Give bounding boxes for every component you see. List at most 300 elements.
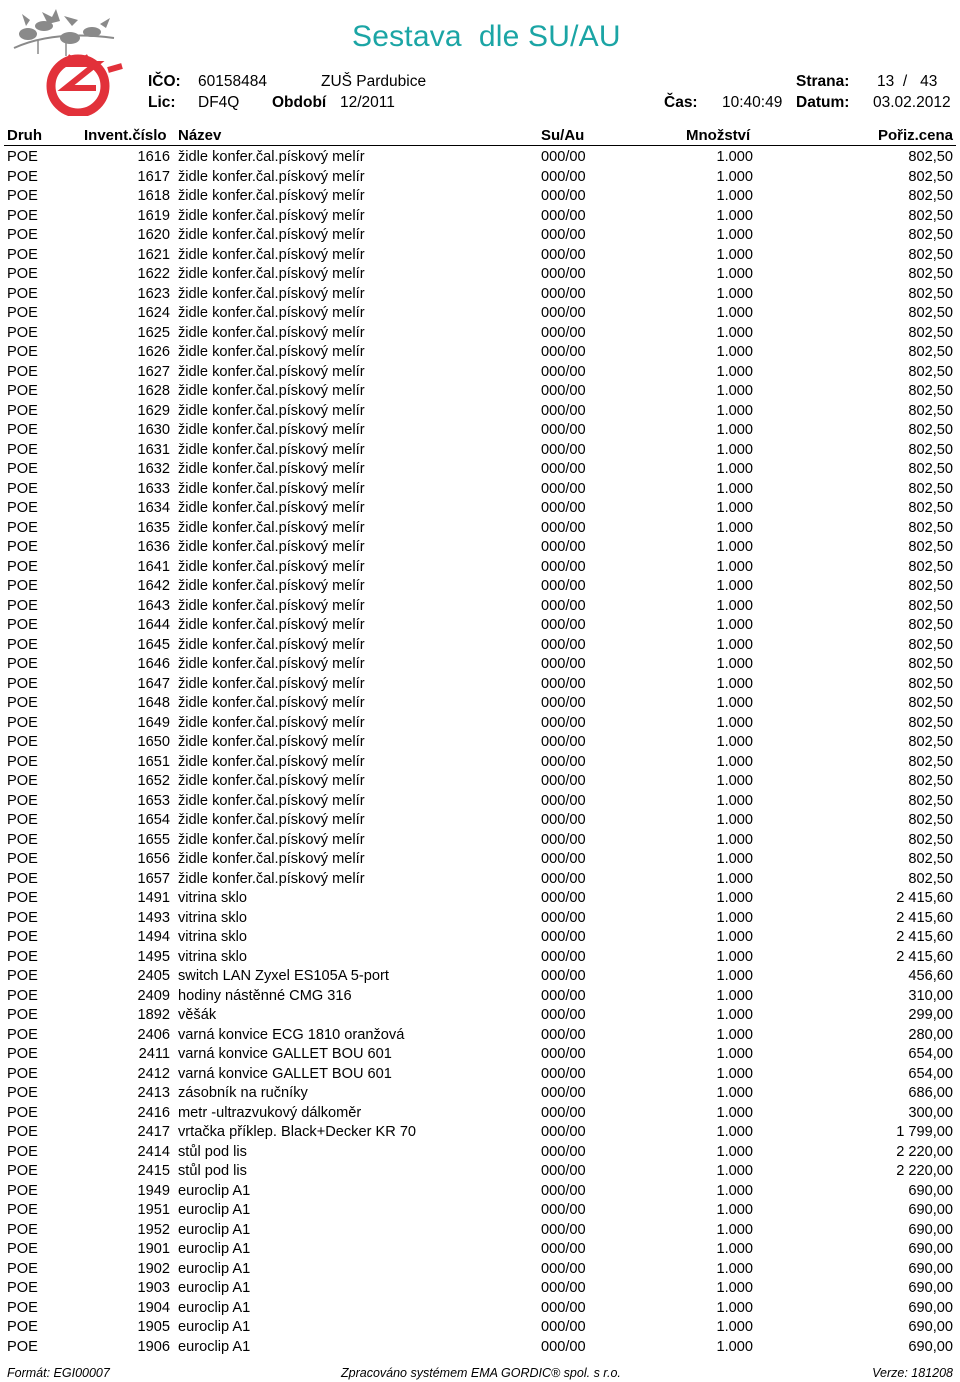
row-mnozstvi: 1.000 [716,831,753,848]
row-poriz-cena: 690,00 [908,1241,953,1257]
row-poriz-cena: 802,50 [908,227,953,243]
row-invent: 1627 [137,363,170,380]
table-row [0,889,960,909]
row-invent: 2414 [137,1143,170,1160]
row-su-au: 000/00 [541,539,586,555]
col-su-au: Su/Au [541,127,585,144]
row-mnozstvi: 1.000 [716,1124,753,1140]
row-poriz-cena: 2 415,60 [896,948,953,965]
row-su-au: 000/00 [541,890,586,906]
row-poriz-cena: 690,00 [908,1260,953,1277]
row-su-au: 000/00 [541,1046,586,1062]
row-su-au: 000/00 [541,149,586,165]
row-nazev: euroclip A1 [178,1319,251,1335]
row-su-au: 000/00 [541,695,586,711]
row-su-au: 000/00 [541,1065,586,1082]
row-nazev: euroclip A1 [178,1260,251,1277]
row-mnozstvi: 1.000 [716,597,753,614]
row-poriz-cena: 802,50 [908,558,953,575]
row-poriz-cena: 690,00 [908,1299,953,1316]
row-druh: POE [7,1319,38,1335]
row-poriz-cena: 802,50 [908,851,953,867]
row-su-au: 000/00 [541,305,586,321]
row-nazev: židle konfer.čal.pískový melír [178,695,365,711]
row-mnozstvi: 1.000 [716,1046,753,1062]
table-row [0,265,960,285]
table-row [0,168,960,188]
row-poriz-cena: 690,00 [908,1280,953,1296]
row-nazev: židle konfer.čal.pískový melír [178,831,365,848]
row-poriz-cena: 802,50 [908,831,953,848]
row-druh: POE [7,656,38,672]
row-druh: POE [7,246,38,263]
row-su-au: 000/00 [541,870,586,887]
row-su-au: 000/00 [541,1124,586,1140]
row-su-au: 000/00 [541,168,586,185]
obdobi-value: 12/2011 [340,94,395,111]
table-row [0,1260,960,1280]
row-poriz-cena: 456,60 [908,968,953,984]
row-poriz-cena: 802,50 [908,422,953,438]
row-druh: POE [7,714,38,731]
row-su-au: 000/00 [541,948,586,965]
row-druh: POE [7,1046,38,1062]
row-invent: 1905 [137,1319,170,1335]
row-druh: POE [7,617,38,633]
row-druh: POE [7,1104,38,1121]
row-mnozstvi: 1.000 [716,890,753,906]
row-mnozstvi: 1.000 [716,1221,753,1238]
row-mnozstvi: 1.000 [716,363,753,380]
row-druh: POE [7,207,38,224]
asset-table [0,148,960,1357]
row-poriz-cena: 654,00 [908,1065,953,1082]
table-row [0,948,960,968]
row-invent: 1645 [137,636,170,653]
row-nazev: židle konfer.čal.pískový melír [178,656,365,672]
row-invent: 1643 [137,597,170,614]
row-druh: POE [7,773,38,789]
row-su-au: 000/00 [541,753,586,770]
row-nazev: židle konfer.čal.pískový melír [178,519,365,536]
row-nazev: židle konfer.čal.pískový melír [178,734,365,750]
row-invent: 1625 [137,324,170,341]
row-nazev: židle konfer.čal.pískový melír [178,675,365,692]
table-row [0,870,960,890]
row-invent: 1632 [137,461,170,477]
row-poriz-cena: 802,50 [908,363,953,380]
row-druh: POE [7,812,38,828]
row-mnozstvi: 1.000 [716,734,753,750]
row-invent: 2413 [137,1085,170,1101]
row-nazev: židle konfer.čal.pískový melír [178,344,365,360]
row-druh: POE [7,266,38,282]
cas-value: 10:40:49 [722,94,783,111]
row-poriz-cena: 802,50 [908,441,953,458]
row-invent: 1623 [137,285,170,302]
row-poriz-cena: 802,50 [908,656,953,672]
col-nazev: Název [178,127,222,144]
row-nazev: židle konfer.čal.pískový melír [178,383,365,399]
row-nazev: židle konfer.čal.pískový melír [178,461,365,477]
row-mnozstvi: 1.000 [716,1299,753,1316]
row-invent: 1616 [137,149,170,165]
row-su-au: 000/00 [541,207,586,224]
row-invent: 1651 [137,753,170,770]
row-invent: 1618 [137,188,170,204]
row-druh: POE [7,480,38,497]
row-mnozstvi: 1.000 [716,1338,753,1355]
row-druh: POE [7,636,38,653]
table-row [0,1162,960,1182]
table-row [0,226,960,246]
row-druh: POE [7,500,38,516]
row-su-au: 000/00 [541,363,586,380]
row-su-au: 000/00 [541,734,586,750]
row-mnozstvi: 1.000 [716,1280,753,1296]
row-su-au: 000/00 [541,344,586,360]
row-druh: POE [7,1202,38,1218]
row-mnozstvi: 1.000 [716,1202,753,1218]
row-druh: POE [7,753,38,770]
org-name: ZUŠ Pardubice [321,73,427,90]
row-invent: 1655 [137,831,170,848]
row-su-au: 000/00 [541,851,586,867]
footer-system: Zpracováno systémem EMA GORDIC® spol. s r.o. [341,1366,621,1380]
row-druh: POE [7,675,38,692]
row-mnozstvi: 1.000 [716,948,753,965]
row-druh: POE [7,383,38,399]
col-invent: Invent.číslo [84,127,167,144]
row-nazev: židle konfer.čal.pískový melír [178,188,365,204]
row-su-au: 000/00 [541,266,586,282]
row-invent: 1952 [137,1221,170,1238]
row-mnozstvi: 1.000 [716,870,753,887]
row-nazev: euroclip A1 [178,1221,251,1238]
table-row [0,753,960,773]
row-nazev: židle konfer.čal.pískový melír [178,870,365,887]
row-nazev: varná konvice GALLET BOU 601 [178,1065,392,1082]
ico-value: 60158484 [198,73,267,90]
row-invent: 1650 [137,734,170,750]
row-invent: 1631 [137,441,170,458]
row-poriz-cena: 802,50 [908,266,953,282]
row-poriz-cena: 802,50 [908,324,953,341]
row-mnozstvi: 1.000 [716,480,753,497]
row-poriz-cena: 2 220,00 [896,1143,953,1160]
row-nazev: vitrina sklo [178,948,247,965]
row-poriz-cena: 686,00 [908,1085,953,1101]
row-mnozstvi: 1.000 [716,987,753,1004]
table-row [0,831,960,851]
row-mnozstvi: 1.000 [716,753,753,770]
row-poriz-cena: 802,50 [908,539,953,555]
row-nazev: židle konfer.čal.pískový melír [178,851,365,867]
table-row [0,1221,960,1241]
row-nazev: židle konfer.čal.pískový melír [178,363,365,380]
table-row [0,519,960,539]
row-poriz-cena: 802,50 [908,695,953,711]
row-invent: 1906 [137,1338,170,1355]
row-poriz-cena: 654,00 [908,1046,953,1062]
row-invent: 2416 [137,1104,170,1121]
table-row [0,402,960,422]
row-su-au: 000/00 [541,324,586,341]
row-invent: 1493 [137,909,170,926]
row-su-au: 000/00 [541,1280,586,1296]
row-mnozstvi: 1.000 [716,558,753,575]
row-poriz-cena: 802,50 [908,519,953,536]
table-row [0,597,960,617]
row-su-au: 000/00 [541,909,586,926]
row-nazev: židle konfer.čal.pískový melír [178,266,365,282]
row-su-au: 000/00 [541,519,586,536]
row-nazev: stůl pod lis [178,1163,247,1179]
row-mnozstvi: 1.000 [716,714,753,731]
row-nazev: hodiny nástěnné CMG 316 [178,987,352,1004]
table-row [0,1026,960,1046]
row-nazev: metr -ultrazvukový dálkoměr [178,1104,362,1121]
row-druh: POE [7,909,38,926]
row-nazev: židle konfer.čal.pískový melír [178,714,365,731]
row-druh: POE [7,1221,38,1238]
row-druh: POE [7,188,38,204]
row-druh: POE [7,831,38,848]
row-nazev: židle konfer.čal.pískový melír [178,168,365,185]
row-invent: 1629 [137,402,170,419]
row-mnozstvi: 1.000 [716,1241,753,1257]
column-headers [0,127,960,145]
row-invent: 2411 [138,1046,170,1062]
row-druh: POE [7,402,38,419]
row-su-au: 000/00 [541,968,586,984]
row-mnozstvi: 1.000 [716,207,753,224]
row-nazev: židle konfer.čal.pískový melír [178,207,365,224]
row-nazev: vitrina sklo [178,890,247,906]
row-mnozstvi: 1.000 [716,1007,753,1023]
row-invent: 1892 [137,1007,170,1023]
row-nazev: židle konfer.čal.pískový melír [178,480,365,497]
ico-label: IČO: [148,73,181,90]
row-druh: POE [7,1241,38,1257]
header-divider [4,145,956,146]
row-druh: POE [7,1007,38,1023]
col-druh: Druh [7,127,42,144]
row-invent: 1620 [137,227,170,243]
row-su-au: 000/00 [541,285,586,302]
row-druh: POE [7,1065,38,1082]
row-mnozstvi: 1.000 [716,656,753,672]
row-su-au: 000/00 [541,675,586,692]
row-invent: 1624 [137,305,170,321]
row-mnozstvi: 1.000 [716,227,753,243]
row-invent: 1628 [137,383,170,399]
report-title: Sestava dle SU/AU [352,20,621,53]
row-invent: 1642 [137,578,170,594]
row-mnozstvi: 1.000 [716,968,753,984]
row-poriz-cena: 802,50 [908,149,953,165]
zus-logo [8,4,128,116]
table-row [0,694,960,714]
row-invent: 1630 [137,422,170,438]
row-invent: 1657 [137,870,170,887]
row-nazev: židle konfer.čal.pískový melír [178,636,365,653]
row-su-au: 000/00 [541,1182,586,1199]
row-mnozstvi: 1.000 [716,909,753,926]
row-druh: POE [7,363,38,380]
row-su-au: 000/00 [541,1026,586,1043]
row-mnozstvi: 1.000 [716,149,753,165]
table-row [0,1338,960,1358]
row-nazev: židle konfer.čal.pískový melír [178,773,365,789]
row-poriz-cena: 802,50 [908,188,953,204]
row-nazev: židle konfer.čal.pískový melír [178,149,365,165]
table-row [0,811,960,831]
row-druh: POE [7,305,38,321]
row-mnozstvi: 1.000 [716,266,753,282]
table-row [0,967,960,987]
row-nazev: varná konvice ECG 1810 oranžová [178,1026,405,1043]
row-su-au: 000/00 [541,656,586,672]
table-row [0,1240,960,1260]
row-su-au: 000/00 [541,1260,586,1277]
row-nazev: židle konfer.čal.pískový melír [178,597,365,614]
row-mnozstvi: 1.000 [716,519,753,536]
row-mnozstvi: 1.000 [716,1085,753,1101]
row-invent: 1626 [137,344,170,360]
row-invent: 1901 [137,1241,170,1257]
row-poriz-cena: 690,00 [908,1319,953,1335]
row-invent: 1644 [137,617,170,633]
row-invent: 1635 [137,519,170,536]
row-mnozstvi: 1.000 [716,636,753,653]
table-row [0,987,960,1007]
row-invent: 1495 [137,948,170,965]
footer-verze: Verze: 181208 [872,1366,953,1380]
table-row [0,1299,960,1319]
row-mnozstvi: 1.000 [716,305,753,321]
row-poriz-cena: 2 415,60 [896,890,953,906]
row-druh: POE [7,168,38,185]
row-su-au: 000/00 [541,831,586,848]
table-row [0,480,960,500]
row-nazev: zásobník na ručníky [178,1085,308,1101]
row-druh: POE [7,539,38,555]
table-row [0,675,960,695]
row-invent: 1491 [137,890,170,906]
row-poriz-cena: 802,50 [908,636,953,653]
row-poriz-cena: 802,50 [908,500,953,516]
row-mnozstvi: 1.000 [716,1143,753,1160]
row-poriz-cena: 2 415,60 [896,909,953,926]
row-su-au: 000/00 [541,441,586,458]
row-poriz-cena: 802,50 [908,870,953,887]
birds-icon [14,9,114,56]
row-mnozstvi: 1.000 [716,812,753,828]
row-mnozstvi: 1.000 [716,188,753,204]
row-druh: POE [7,851,38,867]
row-poriz-cena: 300,00 [908,1104,953,1121]
table-row [0,246,960,266]
row-su-au: 000/00 [541,461,586,477]
row-nazev: stůl pod lis [178,1143,247,1160]
row-druh: POE [7,734,38,750]
row-nazev: euroclip A1 [178,1338,251,1355]
row-nazev: euroclip A1 [178,1299,251,1316]
row-su-au: 000/00 [541,1338,586,1355]
row-su-au: 000/00 [541,1319,586,1335]
row-poriz-cena: 802,50 [908,305,953,321]
row-nazev: switch LAN Zyxel ES105A 5-port [178,968,389,984]
datum-value: 03.02.2012 [873,94,951,111]
table-row [0,909,960,929]
row-invent: 1647 [137,675,170,692]
row-nazev: židle konfer.čal.pískový melír [178,753,365,770]
row-invent: 2406 [137,1026,170,1043]
table-row [0,616,960,636]
row-su-au: 000/00 [541,402,586,419]
table-row [0,636,960,656]
row-poriz-cena: 690,00 [908,1182,953,1199]
row-su-au: 000/00 [541,987,586,1004]
row-invent: 1494 [137,929,170,945]
row-druh: POE [7,968,38,984]
row-poriz-cena: 1 799,00 [896,1124,953,1140]
table-row [0,343,960,363]
row-druh: POE [7,344,38,360]
table-row [0,1065,960,1085]
row-poriz-cena: 802,50 [908,383,953,399]
row-su-au: 000/00 [541,578,586,594]
row-mnozstvi: 1.000 [716,617,753,633]
row-poriz-cena: 802,50 [908,246,953,263]
row-su-au: 000/00 [541,422,586,438]
row-mnozstvi: 1.000 [716,285,753,302]
row-druh: POE [7,1299,38,1316]
row-invent: 1641 [137,558,170,575]
row-druh: POE [7,948,38,965]
row-invent: 2415 [137,1163,170,1179]
row-mnozstvi: 1.000 [716,383,753,399]
row-poriz-cena: 802,50 [908,402,953,419]
row-druh: POE [7,1260,38,1277]
row-nazev: vitrina sklo [178,909,247,926]
row-poriz-cena: 802,50 [908,597,953,614]
row-invent: 1649 [137,714,170,731]
row-invent: 2409 [137,987,170,1004]
footer-format: Formát: EGI00007 [7,1366,110,1380]
row-invent: 1656 [137,851,170,867]
row-mnozstvi: 1.000 [716,461,753,477]
row-invent: 1633 [137,480,170,497]
row-poriz-cena: 690,00 [908,1202,953,1218]
row-druh: POE [7,1143,38,1160]
row-poriz-cena: 802,50 [908,753,953,770]
row-druh: POE [7,461,38,477]
row-mnozstvi: 1.000 [716,324,753,341]
row-nazev: židle konfer.čal.pískový melír [178,285,365,302]
row-mnozstvi: 1.000 [716,246,753,263]
datum-label: Datum: [796,94,850,111]
row-druh: POE [7,519,38,536]
row-poriz-cena: 690,00 [908,1338,953,1355]
row-nazev: židle konfer.čal.pískový melír [178,324,365,341]
row-druh: POE [7,1280,38,1296]
row-druh: POE [7,1026,38,1043]
row-poriz-cena: 802,50 [908,344,953,360]
row-druh: POE [7,149,38,165]
row-druh: POE [7,695,38,711]
